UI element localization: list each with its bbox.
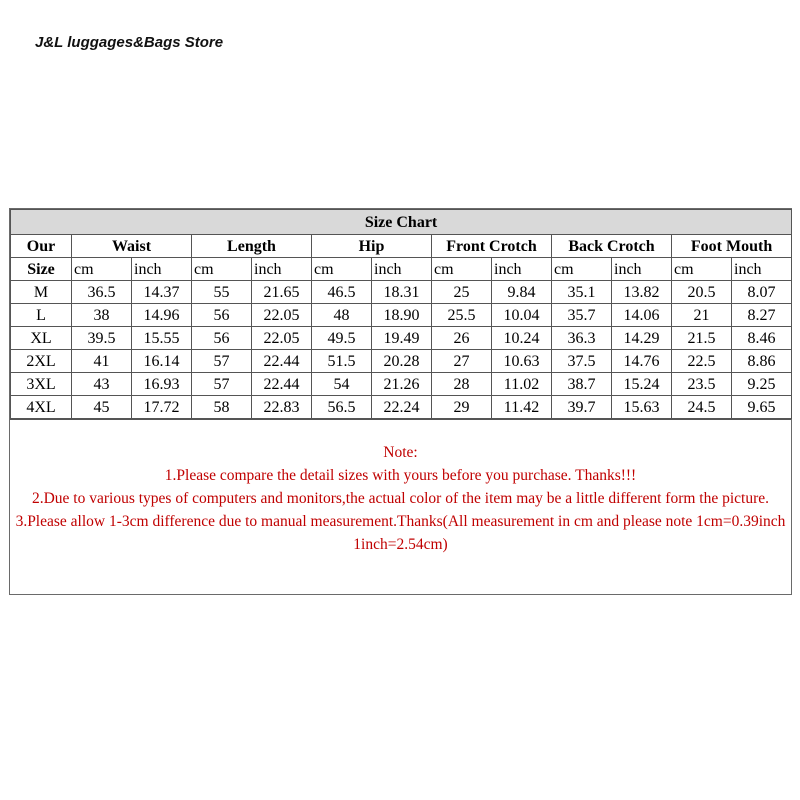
value-cell: 21.65 — [252, 281, 312, 304]
note-line-2: 2.Due to various types of computers and monitors,the actual color of the item may be a little different form the picture. — [31, 490, 770, 507]
group-header: Waist — [72, 235, 192, 258]
size-cell: M — [11, 281, 72, 304]
table-row — [11, 373, 792, 396]
value-cell: 38.7 — [552, 373, 612, 396]
value-cell: 39.5 — [72, 327, 132, 350]
group-header: Back Crotch — [552, 235, 672, 258]
value-cell: 37.5 — [552, 350, 612, 373]
value-cell: 56 — [192, 327, 252, 350]
value-cell: 14.96 — [132, 304, 192, 327]
size-cell: L — [11, 304, 72, 327]
unit-header: cm — [192, 258, 252, 281]
size-chart-title: Size Chart — [11, 210, 792, 235]
value-cell: 58 — [192, 396, 252, 419]
value-cell: 11.02 — [492, 373, 552, 396]
unit-header: cm — [72, 258, 132, 281]
value-cell: 48 — [312, 304, 372, 327]
value-cell: 16.93 — [132, 373, 192, 396]
value-cell: 57 — [192, 350, 252, 373]
unit-header: cm — [312, 258, 372, 281]
our-size-header: Our — [11, 235, 72, 258]
size-cell: 3XL — [11, 373, 72, 396]
value-cell: 22.05 — [252, 327, 312, 350]
notes-section — [10, 419, 791, 556]
group-header: Hip — [312, 235, 432, 258]
value-cell: 8.27 — [732, 304, 792, 327]
value-cell: 9.84 — [492, 281, 552, 304]
unit-header: inch — [252, 258, 312, 281]
value-cell: 16.14 — [132, 350, 192, 373]
value-cell: 27 — [432, 350, 492, 373]
group-header: Length — [192, 235, 312, 258]
value-cell: 9.25 — [732, 373, 792, 396]
value-cell: 15.55 — [132, 327, 192, 350]
size-table — [10, 209, 792, 419]
value-cell: 38 — [72, 304, 132, 327]
notes-heading: Note: — [383, 444, 418, 461]
value-cell: 45 — [72, 396, 132, 419]
value-cell: 21.26 — [372, 373, 432, 396]
value-cell: 36.3 — [552, 327, 612, 350]
size-cell: 4XL — [11, 396, 72, 419]
value-cell: 22.44 — [252, 373, 312, 396]
value-cell: 28 — [432, 373, 492, 396]
value-cell: 21 — [672, 304, 732, 327]
note-line-3: 3.Please allow 1-3cm difference due to manual measurement.Thanks(All measurement in cm and please note 1cm=0.39inch 1inch=2.54cm) — [15, 513, 786, 553]
value-cell: 23.5 — [672, 373, 732, 396]
value-cell: 20.5 — [672, 281, 732, 304]
value-cell: 8.07 — [732, 281, 792, 304]
value-cell: 21.5 — [672, 327, 732, 350]
value-cell: 41 — [72, 350, 132, 373]
value-cell: 15.63 — [612, 396, 672, 419]
value-cell: 56.5 — [312, 396, 372, 419]
value-cell: 29 — [432, 396, 492, 419]
group-header: Front Crotch — [432, 235, 552, 258]
value-cell: 8.46 — [732, 327, 792, 350]
value-cell: 55 — [192, 281, 252, 304]
store-name: J&L luggages&Bags Store — [35, 34, 224, 51]
value-cell: 14.29 — [612, 327, 672, 350]
value-cell: 35.7 — [552, 304, 612, 327]
value-cell: 19.49 — [372, 327, 432, 350]
unit-header: inch — [492, 258, 552, 281]
value-cell: 15.24 — [612, 373, 672, 396]
note-line-1: 1.Please compare the detail sizes with yours before you purchase. Thanks!!! — [164, 467, 637, 484]
value-cell: 22.24 — [372, 396, 432, 419]
size-header: Size — [11, 258, 72, 281]
value-cell: 25 — [432, 281, 492, 304]
value-cell: 35.1 — [552, 281, 612, 304]
value-cell: 20.28 — [372, 350, 432, 373]
size-cell: 2XL — [11, 350, 72, 373]
unit-header: inch — [372, 258, 432, 281]
size-cell: XL — [11, 327, 72, 350]
value-cell: 14.37 — [132, 281, 192, 304]
value-cell: 10.63 — [492, 350, 552, 373]
value-cell: 13.82 — [612, 281, 672, 304]
value-cell: 43 — [72, 373, 132, 396]
value-cell: 46.5 — [312, 281, 372, 304]
value-cell: 22.83 — [252, 396, 312, 419]
value-cell: 9.65 — [732, 396, 792, 419]
unit-header: inch — [612, 258, 672, 281]
value-cell: 18.31 — [372, 281, 432, 304]
group-header: Foot Mouth — [672, 235, 792, 258]
table-row — [11, 350, 792, 373]
unit-header: cm — [432, 258, 492, 281]
value-cell: 14.76 — [612, 350, 672, 373]
value-cell: 24.5 — [672, 396, 732, 419]
unit-header: cm — [552, 258, 612, 281]
value-cell: 17.72 — [132, 396, 192, 419]
table-row — [11, 327, 792, 350]
value-cell: 51.5 — [312, 350, 372, 373]
value-cell: 18.90 — [372, 304, 432, 327]
value-cell: 39.7 — [552, 396, 612, 419]
unit-header: inch — [132, 258, 192, 281]
table-row — [11, 304, 792, 327]
size-chart — [9, 208, 792, 595]
value-cell: 36.5 — [72, 281, 132, 304]
unit-header: inch — [732, 258, 792, 281]
value-cell: 10.24 — [492, 327, 552, 350]
value-cell: 10.04 — [492, 304, 552, 327]
value-cell: 22.5 — [672, 350, 732, 373]
value-cell: 11.42 — [492, 396, 552, 419]
table-row — [11, 281, 792, 304]
unit-header: cm — [672, 258, 732, 281]
value-cell: 14.06 — [612, 304, 672, 327]
value-cell: 57 — [192, 373, 252, 396]
value-cell: 56 — [192, 304, 252, 327]
value-cell: 22.44 — [252, 350, 312, 373]
value-cell: 25.5 — [432, 304, 492, 327]
value-cell: 22.05 — [252, 304, 312, 327]
value-cell: 49.5 — [312, 327, 372, 350]
value-cell: 8.86 — [732, 350, 792, 373]
value-cell: 54 — [312, 373, 372, 396]
value-cell: 26 — [432, 327, 492, 350]
table-row — [11, 396, 792, 419]
